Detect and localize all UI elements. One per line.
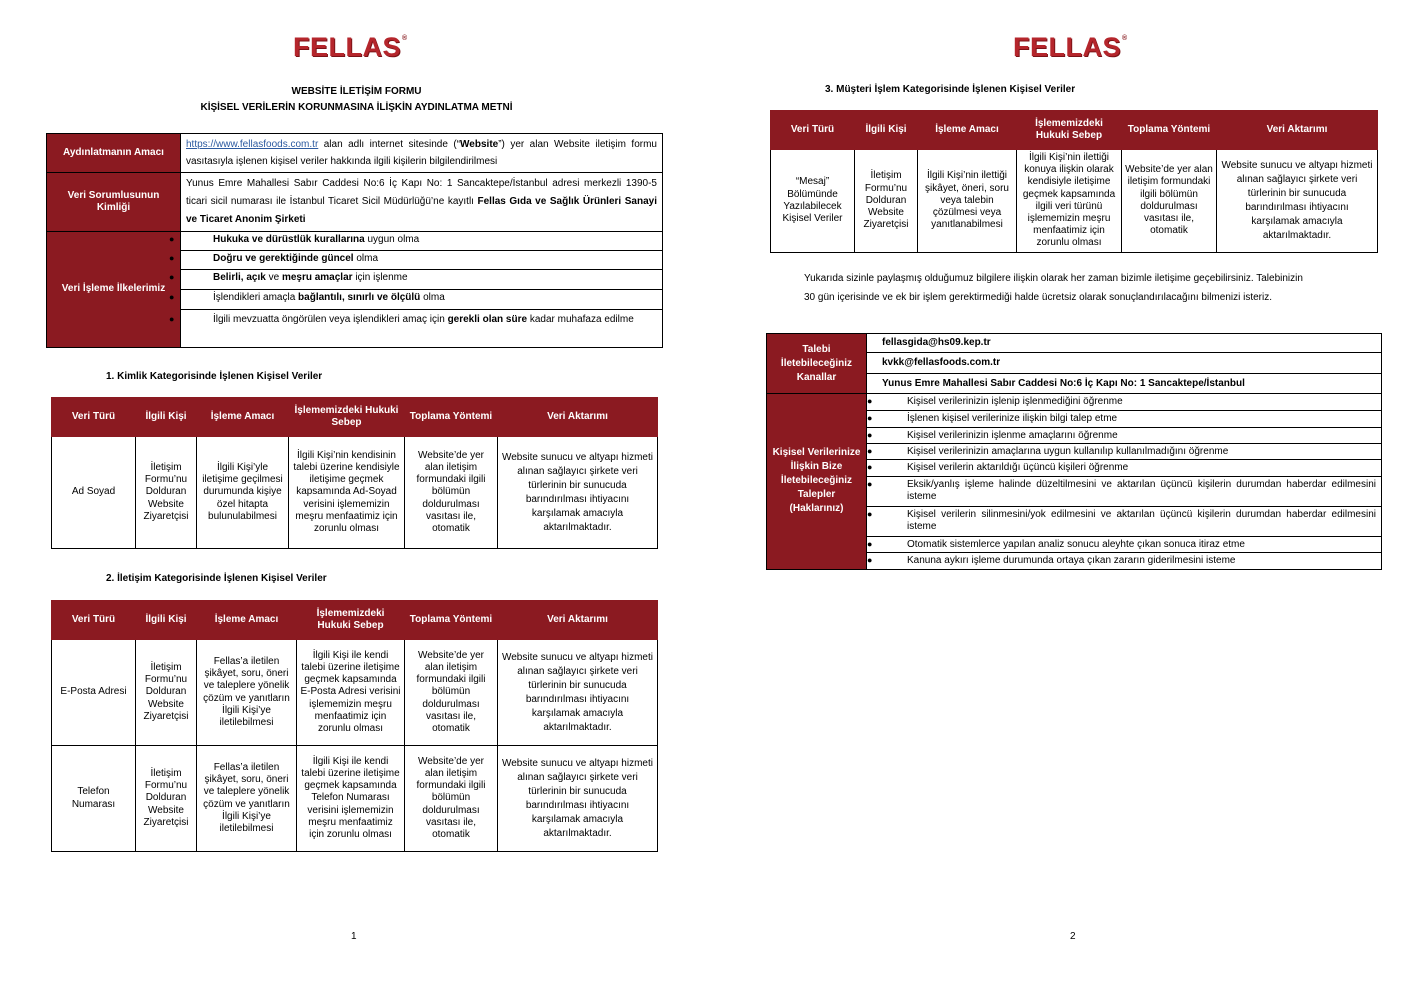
table-cell: Ad Soyad	[52, 437, 136, 549]
table-cell: İletişim Formu’nu Dolduran Website Ziyaretçisi	[136, 746, 197, 852]
document-subtitle: KİŞİSEL VERİLERİN KORUNMASINA İLİŞKİN AYDINLATMA METNİ	[200, 102, 513, 113]
table-cell: Website sunucu ve altyapı hizmeti alınan sağlayıcı şirkete veri türlerinin bir sunucuda barındırılması ihtiyacını karşılamak amacıyla aktarılmaktadır.	[498, 746, 658, 852]
customer-transaction-table	[770, 110, 1378, 253]
column-header: Veri Aktarımı	[498, 601, 658, 640]
column-header: İşleme Amacı	[197, 398, 289, 437]
rights-table	[766, 333, 1382, 570]
email-address: kvkk@fellasfoods.com.tr	[867, 353, 1382, 374]
bullet-icon: ●	[867, 508, 873, 519]
identity-label: Veri Sorumlusunun Kimliği	[47, 173, 181, 232]
column-header: Veri Türü	[771, 111, 855, 150]
column-header: Veri Türü	[52, 398, 136, 437]
section-1-heading: 1. Kimlik Kategorisinde İşlenen Kişisel Veriler	[106, 371, 323, 382]
bullet-icon: ●	[867, 462, 873, 473]
bullet-icon: ●	[867, 396, 873, 407]
fellas-logo: FELLAS®	[1013, 32, 1128, 62]
bullet-icon: ●	[867, 446, 873, 457]
table-row	[52, 640, 658, 746]
right-item: ● Kişisel verilerinizin işlenip işlenmediğini öğrenme	[867, 394, 1382, 410]
column-header: İlgili Kişi	[136, 398, 197, 437]
right-item: ● Kişisel verilerinizin işlenme amaçlarını öğrenme	[867, 427, 1382, 443]
right-item: ● Kişisel verilerin silinmesini/yok edilmesini ve aktarılan üçüncü kişilerin durumdan haberdar edilmesini isteme	[867, 506, 1382, 536]
column-header: İşleme Amacı	[918, 111, 1017, 150]
section-3-heading: 3. Müşteri İşlem Kategorisinde İşlenen Kişisel Veriler	[825, 84, 1076, 95]
page-2	[713, 0, 1427, 1000]
table-cell: İletişim Formu’nu Dolduran Website Ziyaretçisi	[855, 150, 918, 253]
principle-item: ● Doğru ve gerektiğinde güncel olma	[181, 251, 663, 270]
bullet-icon: ●	[169, 234, 175, 244]
right-item: ● İşlenen kişisel verilerinize ilişkin bilgi talep etme	[867, 410, 1382, 427]
table-cell: İlgili Kişi’nin ilettiği şikâyet, öneri, soru veya talebin çözülmesi veya yanıtlanabilmesi	[918, 150, 1017, 253]
column-header: Toplama Yöntemi	[405, 601, 498, 640]
table-cell: İlgili Kişi’nin ilettiği konuya ilişkin olarak kendisiyle iletişime geçmek kapsamında ilgili veri türünü işlememizin meşru menfaatimiz için zorunlu olması	[1017, 150, 1122, 253]
column-header: Veri Aktarımı	[498, 398, 658, 437]
table-cell: Website sunucu ve altyapı hizmeti alınan sağlayıcı şirkete veri türlerinin bir sunucuda barındırılması ihtiyacını karşılamak amacıyla aktarılmaktadır.	[1217, 150, 1378, 253]
identity-text: Yunus Emre Mahallesi Sabır Caddesi No:6 İç Kapı No: 1 Sancaktepe/İstanbul adresi merkezli 1390-5 ticari sicil numarası ile İstanbul Ticaret Sicil Müdürlüğü’ne kayıtlı Fellas Gıda ve Sağlık Ürünleri Sanayi ve Ticaret Anonim Şirketi	[181, 173, 663, 232]
info-table	[46, 133, 663, 348]
column-header: İşlememizdeki Hukuki Sebep	[289, 398, 405, 437]
channels-label: Talebi İletebileceğiniz Kanallar	[767, 334, 867, 394]
fellas-logo: FELLAS®	[293, 32, 408, 62]
right-item: ● Eksik/yanlış işleme halinde düzeltilmesini ve aktarılan üçüncü kişilerin durumdan haberdar edilmesini isteme	[867, 476, 1382, 506]
column-header: İşlememizdeki Hukuki Sebep	[1017, 111, 1122, 150]
table-cell: İlgili Kişi ile kendi talebi üzerine iletişime geçmek kapsamında E-Posta Adresi verisini işlememizin meşru menfaatimiz için zorunlu olması	[297, 640, 405, 746]
column-header: İlgili Kişi	[136, 601, 197, 640]
principle-item: ● İşlendikleri amaçla bağlantılı, sınırlı ve ölçülü olma	[181, 290, 663, 310]
document-title: WEBSİTE İLETİŞİM FORMU	[291, 86, 422, 97]
identity-category-table	[51, 397, 658, 549]
column-header: Veri Türü	[52, 601, 136, 640]
page-1	[0, 0, 713, 1000]
website-link[interactable]: https://www.fellasfoods.com.tr	[186, 139, 319, 150]
bullet-icon: ●	[169, 253, 175, 263]
principle-item: ● Hukuka ve dürüstlük kurallarına uygun olma	[181, 232, 663, 251]
kep-address: fellasgida@hs09.kep.tr	[867, 334, 1382, 353]
table-row	[771, 150, 1378, 253]
rights-label: Kişisel Verilerinize İlişkin Bize İletebileceğiniz Talepler (Haklarınız)	[767, 394, 867, 569]
bullet-icon: ●	[169, 314, 175, 324]
table-cell: Website sunucu ve altyapı hizmeti alınan sağlayıcı şirkete veri türlerinin bir sunucuda barındırılması ihtiyacını karşılamak amacıyla aktarılmaktadır.	[498, 437, 658, 549]
column-header: İşleme Amacı	[197, 601, 297, 640]
table-cell: İlgili Kişi’nin kendisinin talebi üzerine kendisiyle iletişime geçmek kapsamında Ad-Soyad verisini işlememizin meşru menfaatimiz için zorunlu olması	[289, 437, 405, 549]
contact-paragraph-line-1: Yukarıda sizinle paylaşmış olduğumuz bilgilere ilişkin olarak her zaman bizimle iletişime geçebilirsiniz. Talebinizin	[804, 273, 1303, 284]
table-cell: İlgili Kişi ile kendi talebi üzerine iletişime geçmek kapsamında Telefon Numarası verisini işlememizin meşru menfaatimiz için zorunlu olması	[297, 746, 405, 852]
column-header: Toplama Yöntemi	[405, 398, 498, 437]
table-cell: Website’de yer alan iletişim formundaki ilgili bölümün doldurulması vasıtası ile, otomatik	[1122, 150, 1217, 253]
page-number: 1	[351, 931, 357, 942]
column-header: Toplama Yöntemi	[1122, 111, 1217, 150]
table-cell: E-Posta Adresi	[52, 640, 136, 746]
bullet-icon: ●	[867, 429, 873, 440]
bullet-icon: ●	[867, 555, 873, 566]
table-cell: “Mesaj” Bölümünde Yazılabilecek Kişisel Veriler	[771, 150, 855, 253]
column-header: İşlememizdeki Hukuki Sebep	[297, 601, 405, 640]
purpose-text: https://www.fellasfoods.com.tr alan adlı internet sitesinde (“Website”) yer alan Website iletişim formu vasıtasıyla işlenen kişisel veriler hakkında ilgili kişilerin bilgilendirilmesi	[181, 134, 663, 173]
purpose-label: Aydınlatmanın Amacı	[47, 134, 181, 173]
section-2-heading: 2. İletişim Kategorisinde İşlenen Kişisel Veriler	[106, 573, 327, 584]
table-cell: Website’de yer alan iletişim formundaki ilgili bölümün doldurulması vasıtası ile, otomatik	[405, 640, 498, 746]
table-cell: Website sunucu ve altyapı hizmeti alınan sağlayıcı şirkete veri türlerinin bir sunucuda barındırılması ihtiyacını karşılamak amacıyla aktarılmaktadır.	[498, 640, 658, 746]
table-cell: Telefon Numarası	[52, 746, 136, 852]
table-cell: Website’de yer alan iletişim formundaki ilgili bölümün doldurulması vasıtası ile, otomatik	[405, 437, 498, 549]
principle-item: ● İlgili mevzuatta öngörülen veya işlendikleri amaç için gerekli olan süre kadar muhafaza edilme	[181, 310, 663, 348]
right-item: ● Kişisel verilerinizin amaçlarına uygun kullanılıp kullanılmadığını öğrenme	[867, 444, 1382, 460]
column-header: İlgili Kişi	[855, 111, 918, 150]
column-header: Veri Aktarımı	[1217, 111, 1378, 150]
contact-paragraph-line-2: 30 gün içerisinde ve ek bir işlem gerektirmediği halde ücretsiz olarak sonuçlandırılacağını bilmenizi isteriz.	[804, 292, 1272, 303]
right-item: ● Kanuna aykırı işleme durumunda ortaya çıkan zararın giderilmesini isteme	[867, 553, 1382, 569]
right-item: ● Kişisel verilerin aktarıldığı üçüncü kişileri öğrenme	[867, 460, 1382, 476]
contact-category-table	[51, 600, 658, 852]
right-item: ● Otomatik sistemlerce yapılan analiz sonucu aleyhte çıkan sonuca itiraz etme	[867, 536, 1382, 552]
bullet-icon: ●	[867, 412, 873, 423]
table-cell: İletişim Formu’nu Dolduran Website Ziyaretçisi	[136, 437, 197, 549]
bullet-icon: ●	[867, 478, 873, 489]
principles-label: Veri İşleme İlkelerimiz	[47, 232, 181, 348]
bullet-icon: ●	[169, 292, 175, 302]
table-row	[52, 437, 658, 549]
table-row	[52, 746, 658, 852]
page-number: 2	[1070, 931, 1076, 942]
table-cell: Fellas’a iletilen şikâyet, soru, öneri ve taleplere yönelik çözüm ve yanıtların İlgili Kişi’ye iletilebilmesi	[197, 746, 297, 852]
table-cell: Website’de yer alan iletişim formundaki ilgili bölümün doldurulması vasıtası ile, otomatik	[405, 746, 498, 852]
bullet-icon: ●	[169, 272, 175, 282]
table-cell: İletişim Formu’nu Dolduran Website Ziyaretçisi	[136, 640, 197, 746]
bullet-icon: ●	[867, 538, 873, 549]
principle-item: ● Belirli, açık ve meşru amaçlar için işlenme	[181, 270, 663, 290]
postal-address: Yunus Emre Mahallesi Sabır Caddesi No:6 İç Kapı No: 1 Sancaktepe/İstanbul	[867, 374, 1382, 394]
table-cell: İlgili Kişi’yle iletişime geçilmesi durumunda kişiye özel hitapta bulunulabilmesi	[197, 437, 289, 549]
table-cell: Fellas’a iletilen şikâyet, soru, öneri ve taleplere yönelik çözüm ve yanıtların İlgili Kişi’ye iletilebilmesi	[197, 640, 297, 746]
